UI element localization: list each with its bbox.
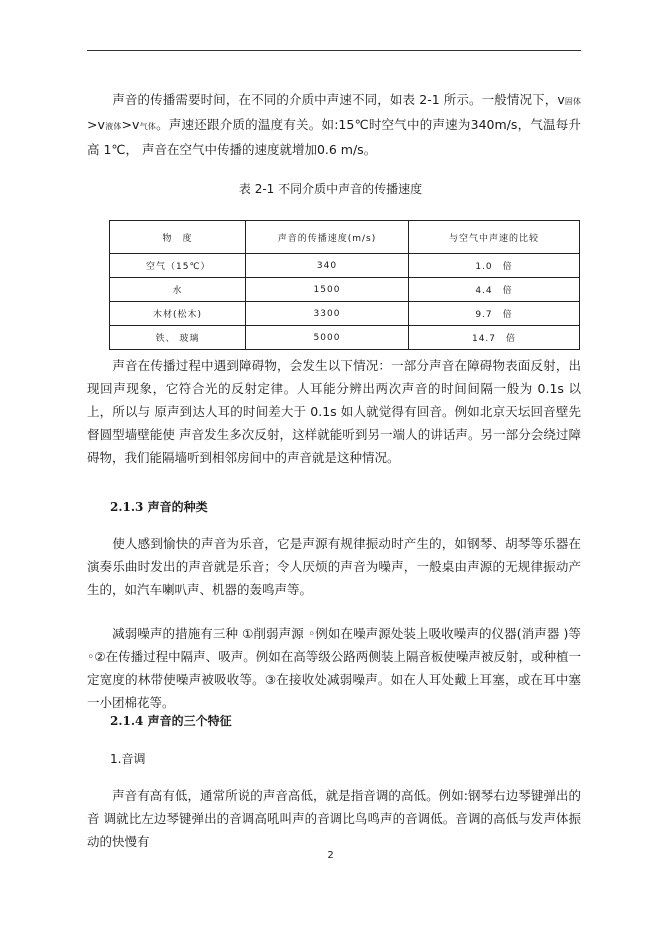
table-header-row: [110, 221, 580, 254]
table-cell: 5000: [246, 326, 409, 350]
intro-text-1: 声音的传播需要时间，在不同的介质中声速不同，如表 2-1 所示。一般情况下，v: [87, 92, 565, 107]
header-rule: [87, 50, 581, 51]
table-cell: 1.0 倍: [409, 254, 580, 278]
intro-text-3: >v: [121, 117, 140, 132]
table-cell: 木材(松木): [110, 302, 246, 326]
subheading-pitch: 1.音调: [110, 752, 146, 766]
table-header-cell: 声音的传播速度(m/s): [246, 221, 409, 254]
noise-reduction-paragraph: 减弱噪声的措施有三种 ①削弱声源 ◦例如在噪声源处装上吸收噪声的仪器(消声器 )等 ◦②在传播过程中隔声、吸声。例如在高等级公路两侧装上隔音板使噪声被反射，或种植一定宽度的林带使噪声被吸收等。③在接收处减弱噪声。如在人耳处戴上耳塞，或在耳中塞一小团棉花等。: [87, 626, 581, 710]
sound-types-paragraph: 使人感到愉快的声音为乐音，它是声源有规律振动时产生的，如钢琴、胡琴等乐器在演奏乐曲时发出的声音就是乐音；令人厌烦的声音为噪声，一般桌由声源的无规律振动产生的，如汽车喇叭声、机器的轰鸣声等。: [87, 536, 581, 597]
pitch-paragraph: 声音有高有低，通常所说的声音高低，就是指音调的高低。例如:钢琴右边琴键弹出的音 调就比左边琴键弹出的音调高吼叫声的音调比鸟鸣声的音调低。音调的高低与发声体振动的快慢有: [87, 788, 581, 849]
table-row: [110, 326, 580, 350]
table-cell: 铁、 玻璃: [110, 326, 246, 350]
intro-text-4: 。声速还跟介质的温度有关。如:15℃时空气中的声速为340m/s，气温每升高 1℃， 声音在空气中传播的速度就增加0.6 m/s。: [87, 117, 581, 157]
table-cell: 水: [110, 278, 246, 302]
section-heading-2-1-3: 2.1.3 声音的种类: [110, 500, 208, 514]
table-cell: 14.7 倍: [409, 326, 580, 350]
subscript-gas: 气体: [139, 122, 157, 131]
table-cell: 空气（15℃）: [110, 254, 246, 278]
intro-paragraph: [87, 88, 581, 161]
table-cell: 1500: [246, 278, 409, 302]
table-caption: 表 2-1 不同介质中声音的传播速度: [238, 182, 423, 196]
table-cell: 340: [246, 254, 409, 278]
subscript-liquid: 液体: [104, 122, 122, 131]
section-heading-2-1-4: 2.1.4 声音的三个特征: [110, 714, 232, 728]
table-row: [110, 302, 580, 326]
table-row: [110, 254, 580, 278]
table-cell: 4.4 倍: [409, 278, 580, 302]
table-row: [110, 278, 580, 302]
sound-speed-table: [109, 220, 580, 350]
table-cell: 9.7 倍: [409, 302, 580, 326]
page-number: 2: [327, 850, 334, 861]
intro-text-2: >v: [87, 117, 105, 132]
table-cell: 3300: [246, 302, 409, 326]
subscript-solid: 固体: [564, 97, 582, 106]
table-header-cell: 与空气中声速的比较: [409, 221, 580, 254]
table-header-cell: 物 度: [110, 221, 246, 254]
reflection-paragraph: 声音在传播过程中遇到障碍物，会发生以下情况：一部分声音在障碍物表面反射，出现回声现象，它符合光的反射定律。人耳能分辨出两次声音的时间间隔一般为 0.1s 以上，所以与 原声到达人耳的时间差大于 0.1s 如人就觉得有回音。例如北京天坛回音壁先督圆型墙壁能使 声音发生多次反射，这样就能听到另一端人的讲话声。另一部分会绕过障碍物，我们能隔墙听到相邻房间中的声音就是这种情况。: [87, 358, 581, 465]
